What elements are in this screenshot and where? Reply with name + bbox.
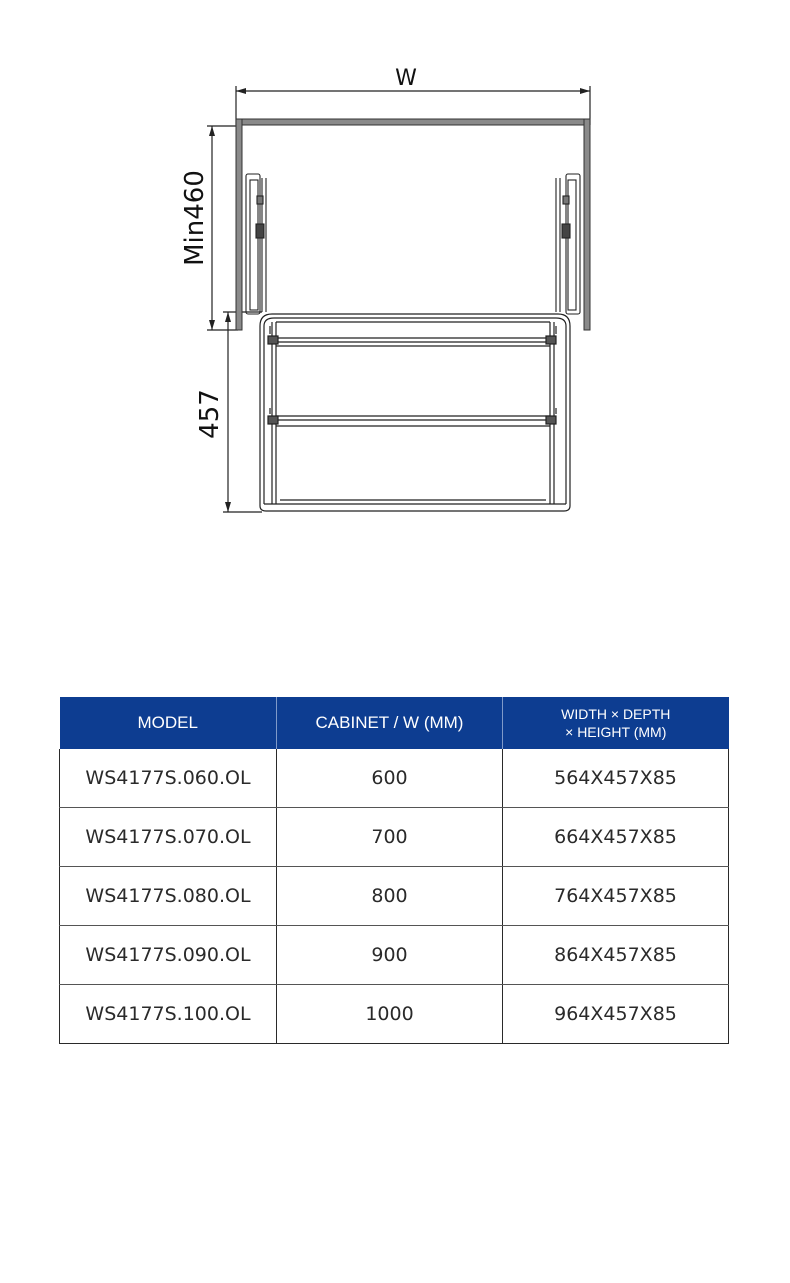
min-depth-label: Min460 [180, 170, 210, 266]
cell-model: WS4177S.090.OL [60, 926, 277, 985]
cell-model: WS4177S.100.OL [60, 985, 277, 1044]
left-runner [246, 174, 266, 314]
cell-cabinet: 1000 [277, 985, 503, 1044]
product-dimension-drawing [0, 0, 790, 560]
cell-size: 764X457X85 [503, 867, 729, 926]
width-label: W [395, 66, 417, 91]
cell-cabinet: 800 [277, 867, 503, 926]
cell-size: 864X457X85 [503, 926, 729, 985]
height-label: 457 [195, 389, 225, 439]
cell-cabinet: 600 [277, 749, 503, 808]
cell-cabinet: 900 [277, 926, 503, 985]
cell-model: WS4177S.080.OL [60, 867, 277, 926]
header-model: MODEL [60, 697, 277, 749]
basket [260, 314, 570, 511]
cell-size: 964X457X85 [503, 985, 729, 1044]
right-runner [556, 174, 580, 314]
min-depth-dimension [207, 126, 238, 330]
table-row [60, 867, 729, 926]
header-size-line2: × HEIGHT (MM) [565, 724, 667, 740]
cell-size: 664X457X85 [503, 808, 729, 867]
spec-table [59, 697, 729, 1044]
height-dimension [223, 312, 262, 512]
table-row [60, 749, 729, 808]
header-size-line1: WIDTH × DEPTH [561, 706, 671, 722]
cell-cabinet: 700 [277, 808, 503, 867]
header-cabinet: CABINET / W (MM) [277, 697, 503, 749]
cell-model: WS4177S.070.OL [60, 808, 277, 867]
table-row [60, 985, 729, 1044]
header-size [503, 697, 729, 749]
table-header-row [60, 697, 729, 749]
table-row [60, 808, 729, 867]
cell-size: 564X457X85 [503, 749, 729, 808]
table-row [60, 926, 729, 985]
cell-model: WS4177S.060.OL [60, 749, 277, 808]
cabinet-frame [236, 119, 590, 330]
